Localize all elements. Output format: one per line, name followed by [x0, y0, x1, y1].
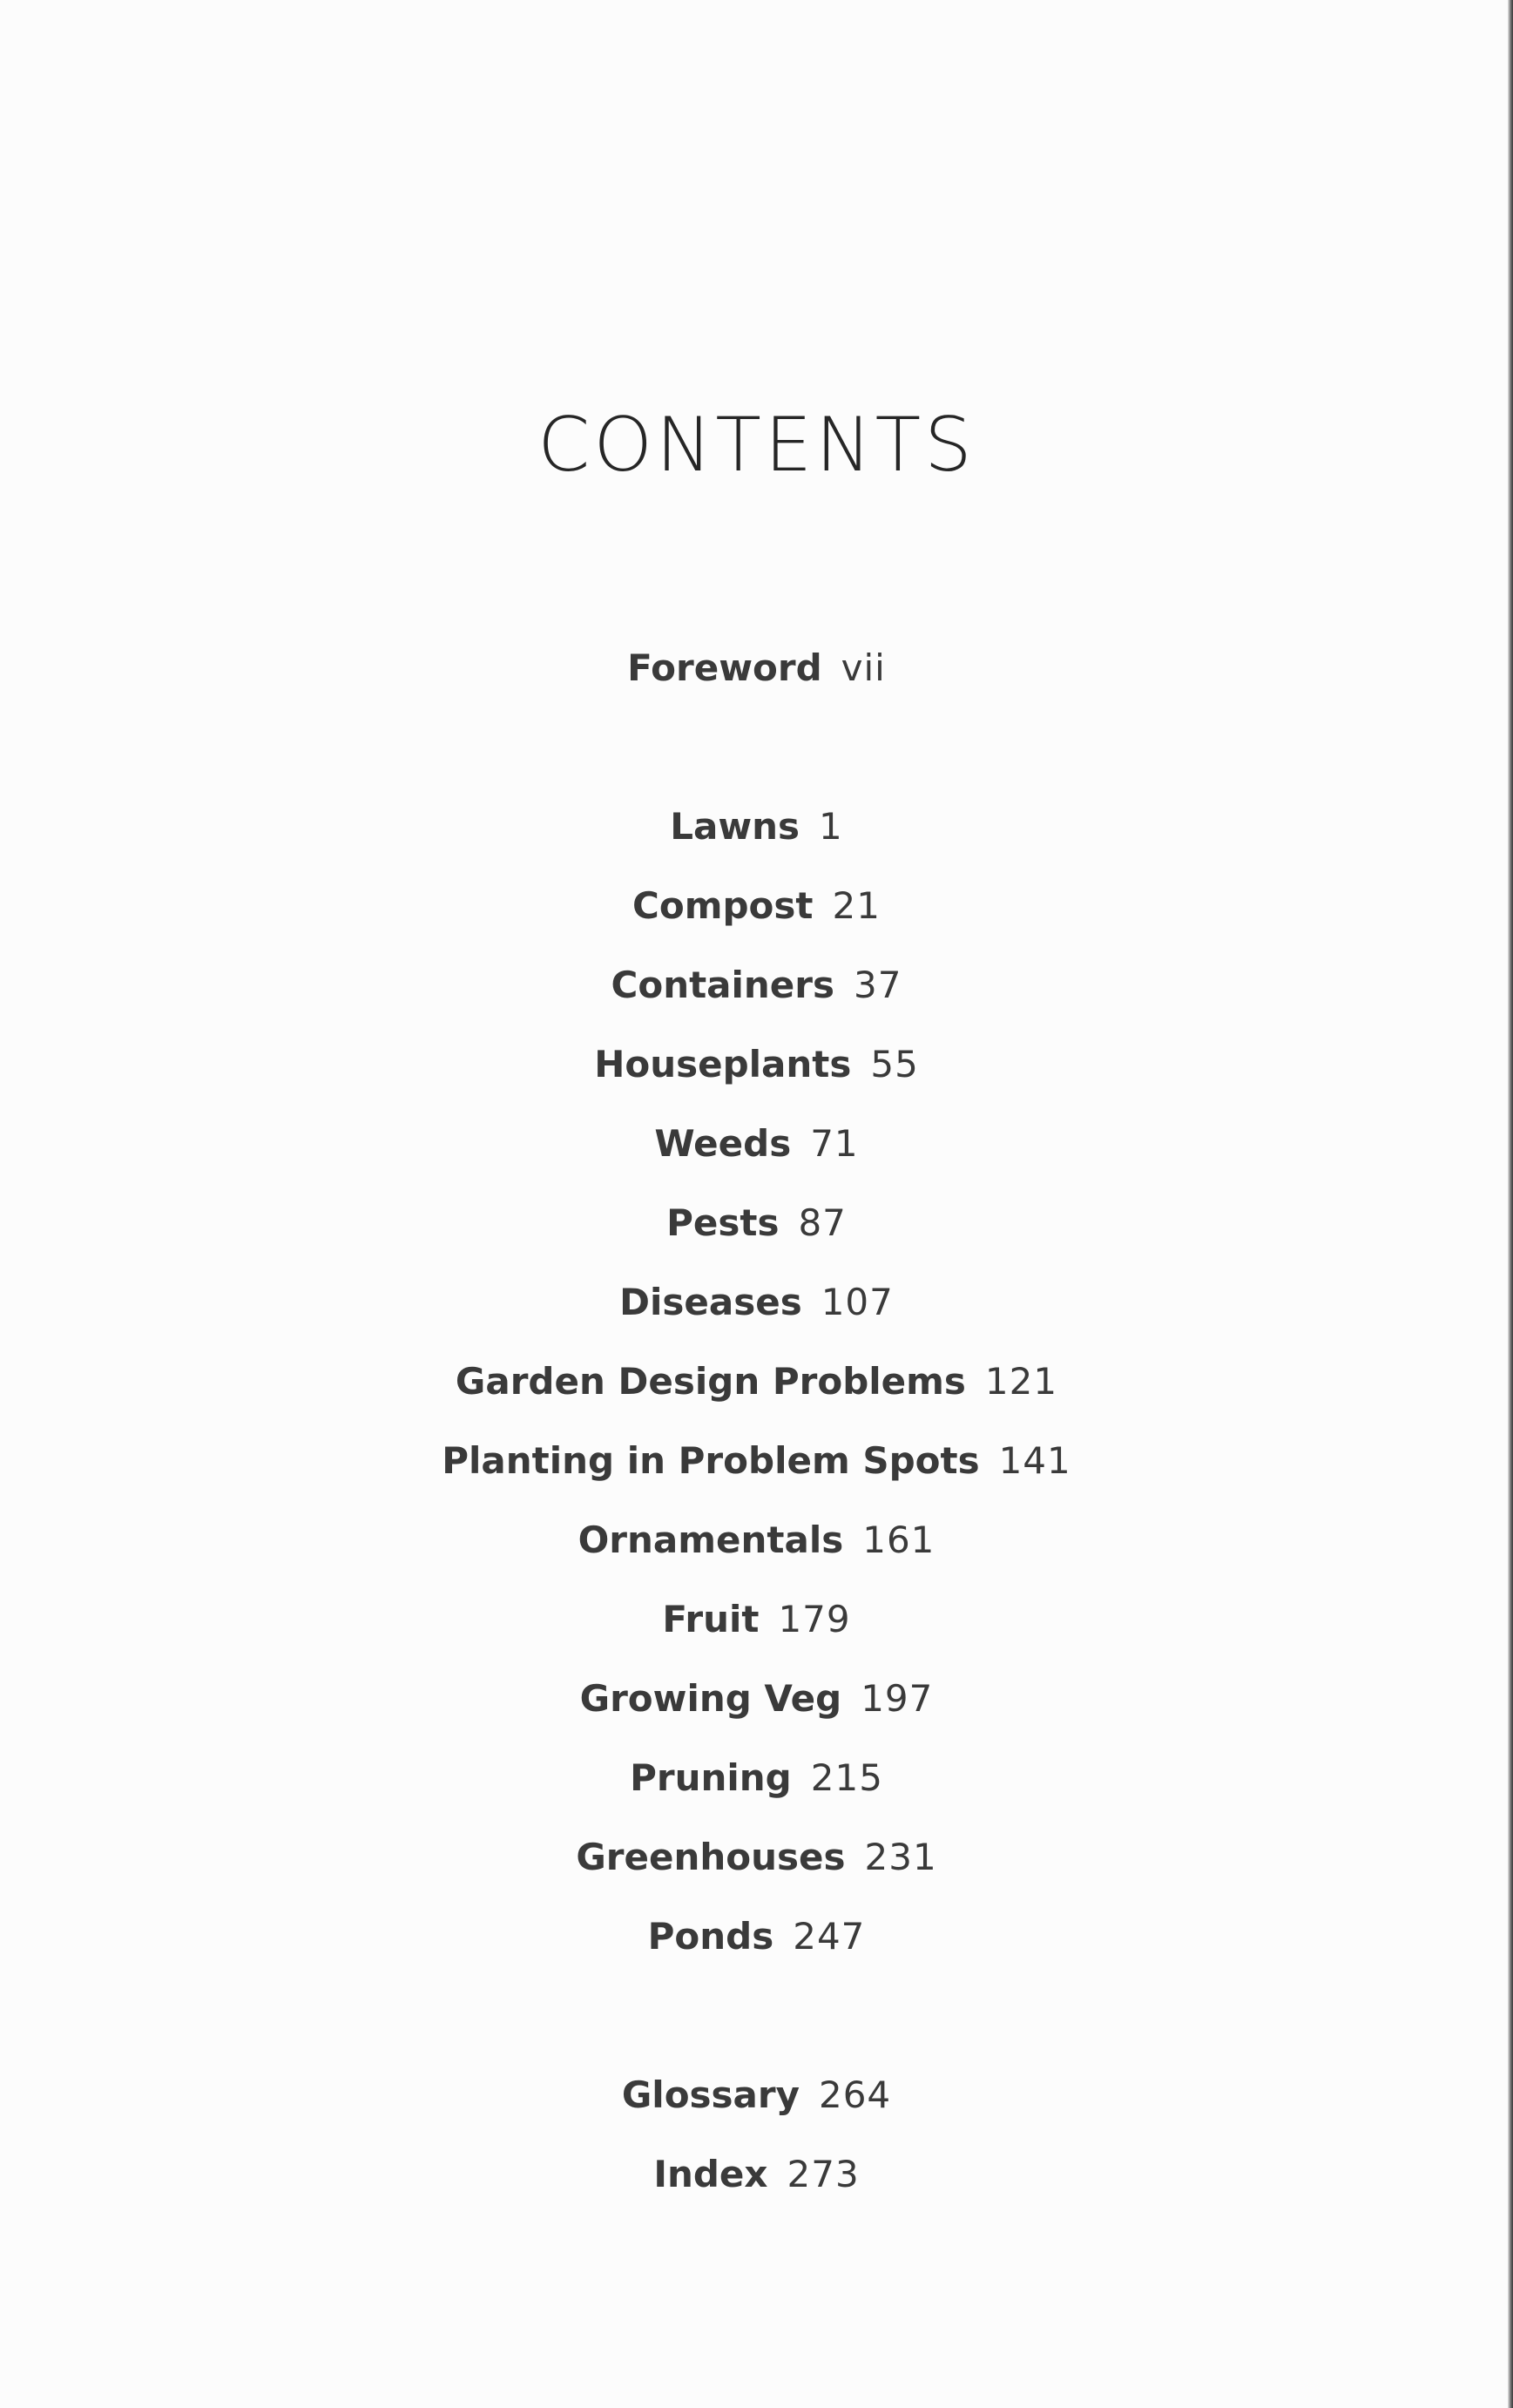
toc-entry-label: Pruning [630, 1756, 792, 1799]
toc-entry-label: Ornamentals [578, 1519, 844, 1561]
toc-entry-label: Pests [666, 1201, 780, 1244]
toc-entry-label: Index [653, 2153, 768, 2195]
toc-entry-fruit [0, 1598, 1513, 1640]
toc-entry-page: 55 [870, 1043, 919, 1086]
toc-entry-page: 1 [819, 805, 843, 848]
toc-entry-foreword [0, 646, 1513, 689]
toc-entry-label: Foreword [627, 646, 822, 689]
page-title: CONTENTS [537, 402, 976, 489]
toc-entry-label: Lawns [670, 805, 800, 848]
toc-entry-label: Weeds [654, 1122, 792, 1165]
toc-entry-page: 161 [862, 1519, 935, 1561]
toc-entry-glossary [0, 2073, 1513, 2116]
toc-entry-page: 141 [998, 1439, 1071, 1482]
page-edge-shadow [1508, 0, 1513, 2408]
toc-entry-label: Containers [611, 964, 835, 1006]
toc-entry-greenhouses [0, 1836, 1513, 1878]
toc-entry-growing-veg [0, 1677, 1513, 1720]
toc-entry-containers [0, 964, 1513, 1006]
toc-entry-page: 107 [821, 1281, 894, 1323]
toc-entry-ponds [0, 1915, 1513, 1958]
toc-entry-page: 264 [818, 2073, 892, 2116]
toc-entry-label: Greenhouses [576, 1836, 846, 1878]
toc-entry-label: Growing Veg [579, 1677, 842, 1720]
toc-entry-label: Houseplants [594, 1043, 852, 1086]
toc-entry-page: 273 [787, 2153, 860, 2195]
toc-entry-planting-in-problem-spots [0, 1439, 1513, 1482]
toc-entry-houseplants [0, 1043, 1513, 1086]
toc-entry-label: Planting in Problem Spots [442, 1439, 980, 1482]
toc-entry-label: Fruit [662, 1598, 760, 1640]
toc-entry-page: 197 [861, 1677, 934, 1720]
toc-entry-pests [0, 1201, 1513, 1244]
toc-entry-page: 231 [864, 1836, 937, 1878]
toc-entry-page: 121 [984, 1360, 1058, 1403]
toc-entry-page: 37 [854, 964, 902, 1006]
toc-entry-pruning [0, 1756, 1513, 1799]
toc-entry-page: 71 [810, 1122, 859, 1165]
toc-entry-page: 87 [798, 1201, 847, 1244]
toc-entry-garden-design-problems [0, 1360, 1513, 1403]
toc-entry-label: Garden Design Problems [455, 1360, 966, 1403]
toc-entry-weeds [0, 1122, 1513, 1165]
toc-entry-diseases [0, 1281, 1513, 1323]
toc-entry-label: Glossary [621, 2073, 800, 2116]
toc-entry-page: 21 [832, 884, 881, 927]
toc-entry-page: vii [841, 646, 886, 689]
toc-entry-lawns [0, 805, 1513, 848]
toc-entry-compost [0, 884, 1513, 927]
toc-entry-label: Diseases [619, 1281, 802, 1323]
toc-entry-label: Compost [632, 884, 814, 927]
toc-entry-ornamentals [0, 1519, 1513, 1561]
toc-entry-label: Ponds [647, 1915, 774, 1958]
toc-entry-index [0, 2153, 1513, 2195]
toc-entry-page: 215 [810, 1756, 883, 1799]
toc-entry-page: 179 [778, 1598, 851, 1640]
toc-entry-page: 247 [793, 1915, 866, 1958]
